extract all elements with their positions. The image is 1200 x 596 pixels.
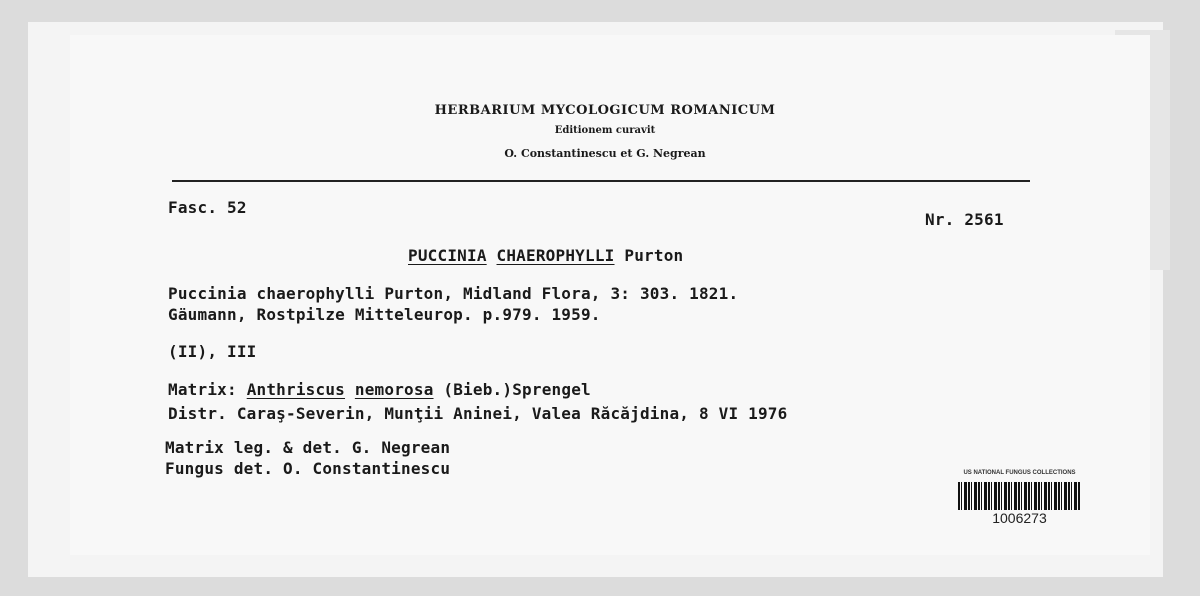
specimen-number: Nr. 2561 [925,210,1004,229]
reference-line-1: Puccinia chaerophylli Purton, Midland Flora, 3: 303. 1821. [168,284,739,303]
barcode-label [952,470,1087,530]
locality: Distr. Caraş-Severin, Munţii Aninei, Valea Răcăjdina, 8 VI 1976 [168,404,788,423]
header-divider [172,180,1030,182]
barcode-caption: US NATIONAL FUNGUS COLLECTIONS [963,470,1076,476]
collector-line-2: Fungus det. O. Constantinescu [165,459,451,478]
barcode-bars [958,482,1080,510]
matrix-genus: Anthriscus [246,380,346,399]
matrix-prefix: Matrix: [168,380,237,399]
species-genus: PUCCINIA [408,246,487,265]
fascicle-number: Fasc. 52 [168,198,247,217]
species-author: Purton [624,246,684,265]
reference-line-2: Gäumann, Rostpilze Mitteleurop. p.979. 1959. [168,305,601,324]
herbarium-title: HERBARIUM MYCOLOGICUM ROMANICUM [434,103,776,118]
herbarium-editors: O. Constantinescu et G. Negrean [504,147,706,160]
matrix-host [168,380,591,399]
matrix-epithet: nemorosa [354,380,434,399]
species-epithet: CHAEROPHYLLI [496,246,615,265]
matrix-author: (Bieb.)Sprengel [443,380,591,399]
barcode-number: 1006273 [992,510,1047,526]
collector-line-1: Matrix leg. & det. G. Negrean [165,438,451,457]
spore-stages: (II), III [168,342,257,361]
herbarium-subtitle: Editionem curavit [554,125,656,136]
species-name [408,246,683,265]
